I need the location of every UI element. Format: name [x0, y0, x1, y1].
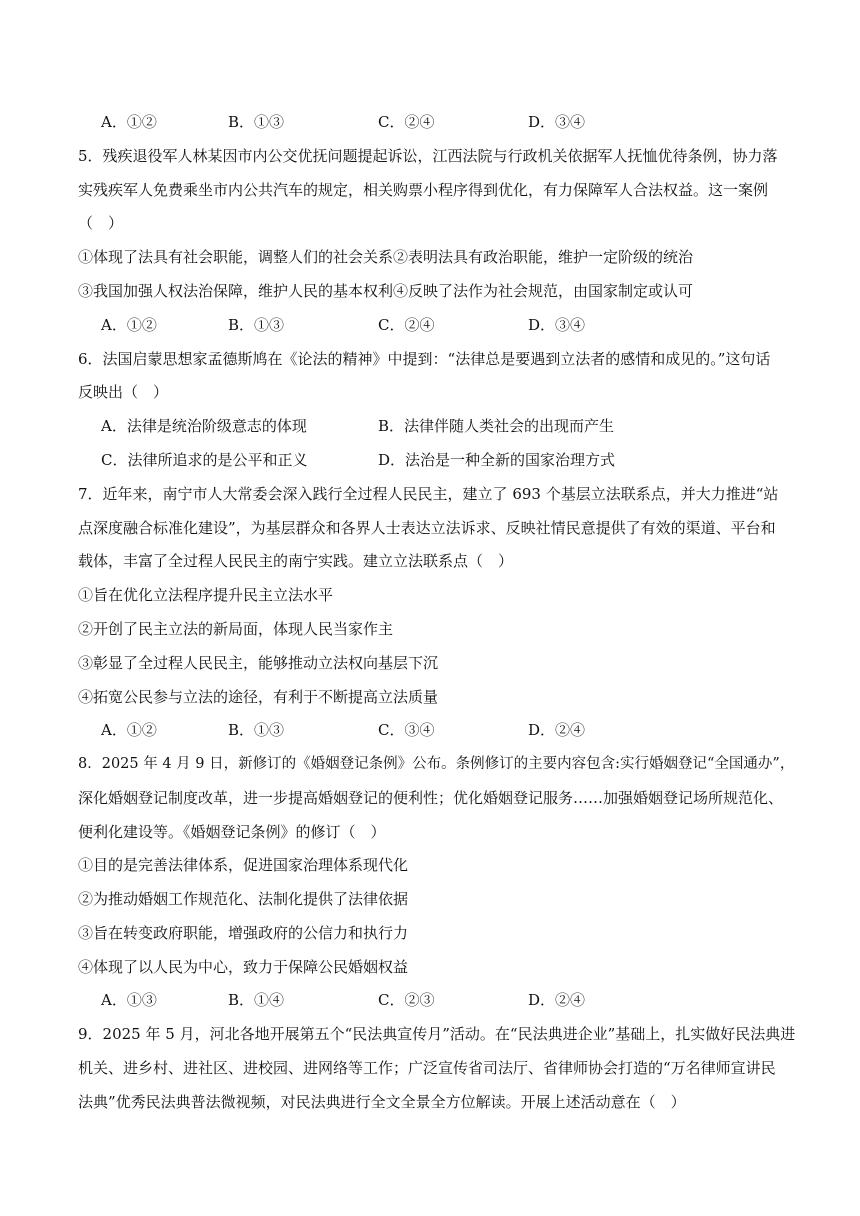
question-stem-line: 机关、进乡村、进社区、进校园、进网络等工作；广泛宣传省司法厅、省律师协会打造的“万名律师宣讲民 — [78, 1059, 776, 1077]
question-stem-line: 9．2025 年 5 月，河北各地开展第五个“民法典宣传月”活动。在“民法典进企业”基础上，扎实做好民法典进 — [78, 1025, 796, 1043]
question-stem-line: 载体，丰富了全过程人民民主的南宁实践。建立立法联系点（ ） — [78, 552, 514, 570]
option-c[interactable]: C．法律所追求的是公平和正义 — [101, 451, 308, 469]
question-stem-line: 深化婚姻登记制度改革，进一步提高婚姻登记的便利性；优化婚姻登记服务……加强婚姻登记场所规范化、 — [78, 789, 784, 807]
option-b[interactable]: B．①③ — [228, 316, 285, 334]
option-d[interactable]: D．法治是一种全新的国家治理方式 — [378, 451, 616, 469]
question-stem-line: 反映出（ ） — [78, 383, 169, 401]
statement-line: ③我国加强人权法治保障，维护人民的基本权利④反映了法作为社会规范，由国家制定或认可 — [78, 282, 694, 300]
statement-line: ③彰显了全过程人民民主，能够推动立法权向基层下沉 — [78, 654, 439, 672]
option-c[interactable]: C．②④ — [378, 113, 435, 131]
question-stem-line: 便利化建设等。《婚姻登记条例》的修订（ ） — [78, 823, 386, 841]
option-b[interactable]: B．法律伴随人类社会的出现而产生 — [378, 417, 615, 435]
statement-line: ②开创了民主立法的新局面，体现人民当家作主 — [78, 620, 394, 638]
statement-line: ④体现了以人民为中心，致力于保障公民婚姻权益 — [78, 958, 409, 976]
statement-line: ①目的是完善法律体系，促进国家治理体系现代化 — [78, 856, 409, 874]
question-stem-line: 7．近年来，南宁市人大常委会深入践行全过程人民民主，建立了 693 个基层立法联系点，并大力推进“站 — [78, 485, 779, 503]
statement-line: ②为推动婚姻工作规范化、法制化提供了法律依据 — [78, 890, 409, 908]
option-c[interactable]: C．②④ — [378, 316, 435, 334]
question-stem-line: 实残疾军人免费乘坐市内公共汽车的规定，相关购票小程序得到优化，有力保障军人合法权益。这一案例 — [78, 181, 769, 199]
question-stem-line: 6．法国启蒙思想家孟德斯鸠在《论法的精神》中提到：“法律总是要遇到立法者的感情和成见的。”这句话 — [78, 350, 771, 368]
option-a[interactable]: A．①② — [101, 721, 157, 739]
question-stem-line: （ ） — [78, 214, 124, 232]
option-a[interactable]: A．①② — [101, 113, 157, 131]
question-stem-line: 5．残疾退役军人林某因市内公交优抚问题提起诉讼，江西法院与行政机关依据军人抚恤优待条例，协力落 — [78, 147, 778, 165]
option-a[interactable]: A．①② — [101, 316, 157, 334]
option-d[interactable]: D．③④ — [528, 113, 586, 131]
option-a[interactable]: A．法律是统治阶级意志的体现 — [101, 417, 307, 435]
option-a[interactable]: A．①③ — [101, 991, 157, 1009]
option-d[interactable]: D．②④ — [528, 991, 586, 1009]
statement-line: ④拓宽公民参与立法的途径，有利于不断提高立法质量 — [78, 688, 439, 706]
option-b[interactable]: B．①④ — [228, 991, 285, 1009]
option-b[interactable]: B．①③ — [228, 113, 285, 131]
option-c[interactable]: C．③④ — [378, 721, 435, 739]
statement-line: ③旨在转变政府职能，增强政府的公信力和执行力 — [78, 924, 409, 942]
option-c[interactable]: C．②③ — [378, 991, 435, 1009]
option-d[interactable]: D．③④ — [528, 316, 586, 334]
question-stem-line: 8．2025 年 4 月 9 日，新修订的《婚姻登记条例》公布。条例修订的主要内容包含:实行婚姻登记“全国通办”， — [78, 756, 795, 772]
option-b[interactable]: B．①③ — [228, 721, 285, 739]
question-stem-line: 点深度融合标准化建设”，为基层群众和各界人士表达立法诉求、反映社情民意提供了有效的渠道、平台和 — [78, 519, 776, 537]
statement-line: ①旨在优化立法程序提升民主立法水平 — [78, 586, 334, 604]
question-stem-line: 法典”优秀民法典普法微视频，对民法典进行全文全景全方位解读。开展上述活动意在（ ） — [78, 1093, 686, 1111]
statement-line: ①体现了法具有社会职能，调整人们的社会关系②表明法具有政治职能，维护一定阶级的统治 — [78, 248, 694, 266]
option-d[interactable]: D．②④ — [528, 721, 586, 739]
